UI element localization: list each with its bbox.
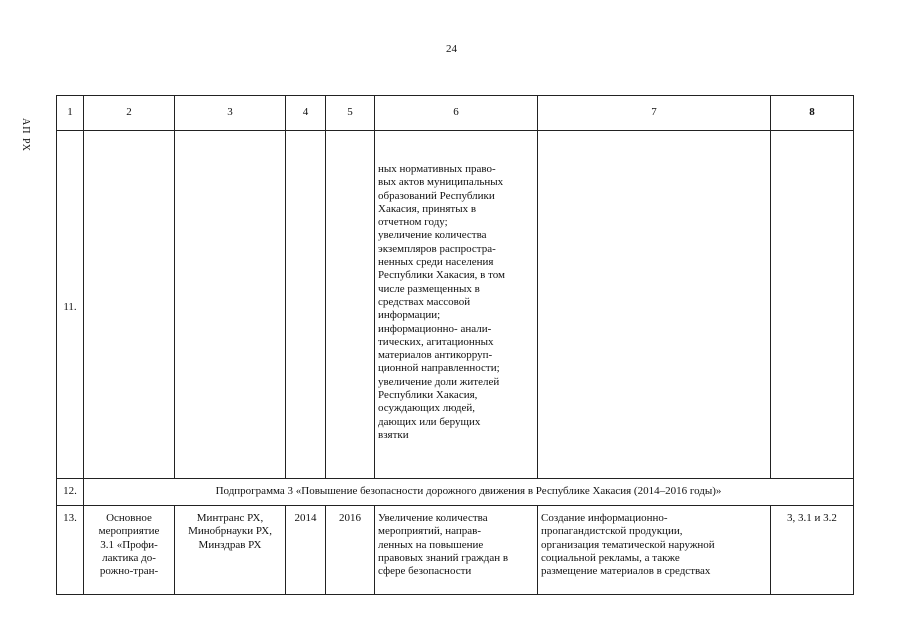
end-year: 2016	[326, 506, 375, 595]
header-cell: 1	[57, 96, 84, 131]
table-cell	[175, 131, 286, 479]
measure-name: Основное мероприятие 3.1 «Профи- лактика до- рожно-тран-	[84, 506, 175, 595]
table-row	[57, 506, 854, 595]
table-cell	[538, 131, 771, 479]
header-cell: 7	[538, 96, 771, 131]
table-cell	[84, 131, 175, 479]
related-indicators: 3, 3.1 и 3.2	[771, 506, 854, 595]
table-row	[57, 479, 854, 506]
header-cell: 6	[375, 96, 538, 131]
table-cell	[326, 131, 375, 479]
program-table	[56, 95, 854, 595]
table-cell	[771, 131, 854, 479]
row-number: 12.	[57, 479, 84, 506]
header-cell: 4	[286, 96, 326, 131]
header-cell: 5	[326, 96, 375, 131]
header-cell: 3	[175, 96, 286, 131]
result-text: Увеличение количества мероприятий, направ- ленных на повышение правовых знаний граждан в сфере безопасности	[375, 506, 538, 595]
header-cell: 2	[84, 96, 175, 131]
page-number: 24	[446, 43, 457, 55]
header-row	[57, 96, 854, 131]
activities-text: Создание информационно- пропагандистской продукции, организация тематической наружной социальной рекламы, а также размещение материалов в средствах	[538, 506, 771, 595]
result-text: ных нормативных право- вых актов муниципальных образований Республики Хакасия, принятых в отчетном году; увеличение количества экземпляров распростра- ненных среди населения Республики Хакасия, в том числе размещенных в средствах массовой информации; информационно- анали- тических, агитационных материалов антикорруп- ционной направленности; увеличение доли жителей Республики Хакасия, осуждающих людей, дающих или берущих взятки	[375, 131, 538, 479]
row-number: 13.	[57, 506, 84, 595]
header-cell: 8	[771, 96, 854, 131]
executor: Минтранс РХ, Минобрнауки РХ, Минздрав РХ	[175, 506, 286, 595]
start-year: 2014	[286, 506, 326, 595]
table-row	[57, 131, 854, 479]
table-cell	[286, 131, 326, 479]
side-mark: АП РХ	[20, 118, 31, 153]
row-number: 11.	[57, 131, 84, 479]
subprogram-title: Подпрограмма 3 «Повышение безопасности дорожного движения в Республике Хакасия (2014–2016 годы)»	[84, 479, 854, 506]
